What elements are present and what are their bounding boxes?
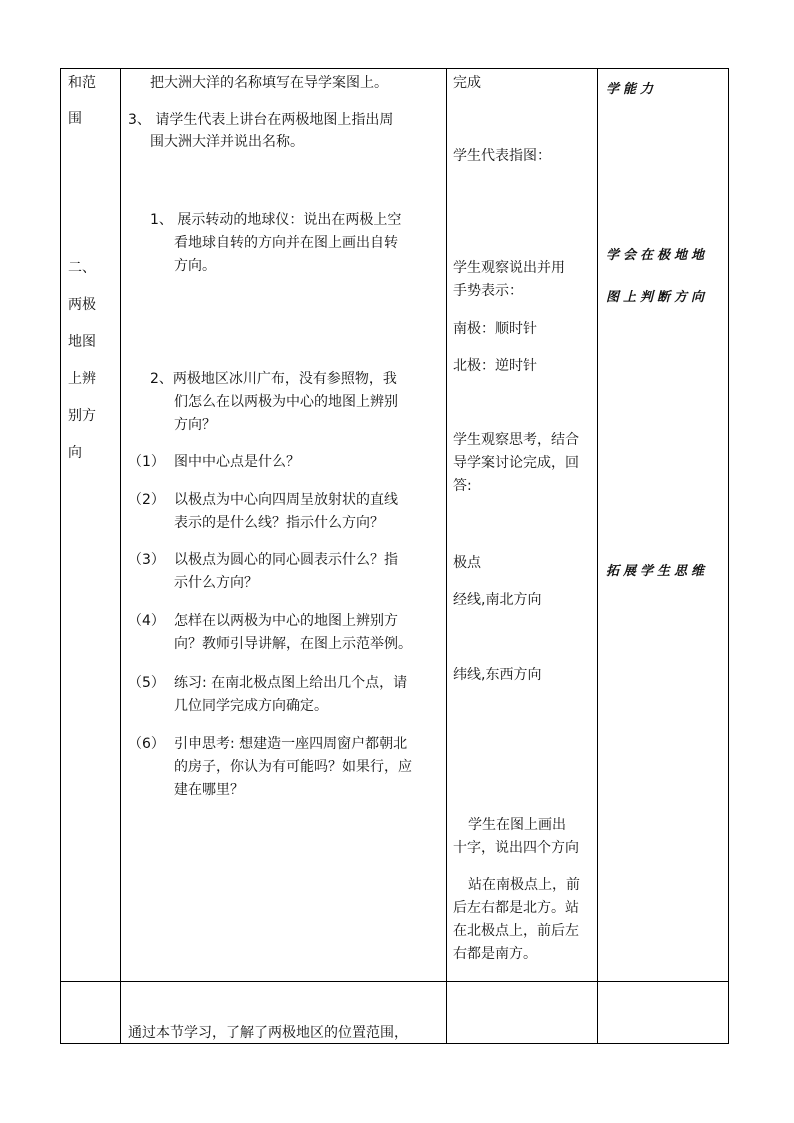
student-activity-text: 后左右都是北方。站	[453, 900, 579, 916]
activity-text: 把大洲大洋的名称填写在导学案图上。	[150, 75, 388, 91]
student-activity-text: 在北极点上，前后左	[453, 923, 579, 939]
table-border-left	[60, 68, 61, 1044]
section-heading-line: 二、	[68, 260, 96, 276]
student-activity-text: 南极：顺时针	[453, 321, 537, 337]
design-intent-text: 拓展学生思维	[606, 564, 709, 579]
question-text: 练习: 在南北极点图上给出几个点，请	[174, 675, 408, 691]
student-activity-text: 答:	[453, 478, 472, 494]
question-text: 建在哪里？	[174, 782, 244, 798]
question-text: 图中中心点是什么？	[174, 454, 300, 470]
student-activity-text: 学生观察说出并用	[453, 260, 565, 276]
activity-text: 看地球自转的方向并在图上画出自转	[174, 235, 398, 251]
section-heading-fragment: 围	[68, 111, 82, 127]
question-number: （3）	[128, 552, 165, 568]
activity-text: 3、 请学生代表上讲台在两极地图上指出周	[128, 112, 394, 128]
table-col-divider-2	[446, 68, 447, 1044]
activity-text: 2、两极地区冰川广布，没有参照物，我	[150, 371, 397, 387]
design-intent-text: 学能力	[606, 82, 658, 97]
question-number: （2）	[128, 492, 165, 508]
student-activity-text: 学生观察思考，结合	[453, 432, 579, 448]
question-text: 的房子，你认为有可能吗？如果行，应	[174, 759, 412, 775]
student-activity-text: 学生代表指图：	[453, 148, 551, 164]
activity-text: 围大洲大洋并说出名称。	[150, 134, 304, 150]
question-text: 怎样在以两极为中心的地图上辨别方	[174, 613, 398, 629]
student-activity-text: 站在南极点上，前	[468, 877, 580, 893]
summary-text: 通过本节学习，了解了两极地区的位置范围，	[128, 1025, 408, 1041]
activity-text: 方向。	[174, 258, 216, 274]
table-border-top	[60, 68, 729, 69]
student-activity-text: 北极：逆时针	[453, 358, 537, 374]
activity-text: 们怎么在以两极为中心的地图上辨别	[174, 394, 398, 410]
question-number: （4）	[128, 613, 165, 629]
student-activity-text: 完成	[453, 75, 481, 91]
section-heading-fragment: 和范	[68, 75, 96, 91]
student-activity-text: 右都是南方。	[453, 946, 537, 962]
section-heading-line: 上辨	[68, 371, 96, 387]
question-text: 引申思考: 想建造一座四周窗户都朝北	[174, 736, 408, 752]
section-heading-line: 地图	[68, 334, 96, 350]
student-activity-text: 经线,南北方向	[453, 592, 542, 608]
design-intent-text: 图上判断方向	[606, 290, 709, 305]
table-col-divider-3	[597, 68, 598, 1044]
activity-text: 方向？	[174, 417, 216, 433]
student-activity-text: 纬线,东西方向	[453, 667, 542, 683]
design-intent-text: 学会在极地地	[606, 248, 709, 263]
table-row-divider	[60, 981, 729, 982]
question-text: 几位同学完成方向确定。	[174, 698, 328, 714]
question-number: （5）	[128, 675, 165, 691]
table-border-right	[728, 68, 729, 1044]
question-text: 表示的是什么线？指示什么方向？	[174, 515, 384, 531]
section-heading-line: 别方	[68, 408, 96, 424]
question-number: （6）	[128, 736, 165, 752]
student-activity-text: 手势表示：	[453, 283, 523, 299]
student-activity-text: 极点	[453, 555, 481, 571]
question-number: （1）	[128, 454, 165, 470]
section-heading-line: 两极	[68, 297, 96, 313]
question-text: 以极点为中心向四周呈放射状的直线	[174, 492, 398, 508]
student-activity-text: 学生在图上画出	[468, 817, 566, 833]
question-text: 以极点为圆心的同心圆表示什么？指	[174, 552, 398, 568]
table-col-divider-1	[120, 68, 121, 1044]
student-activity-text: 导学案讨论完成，回	[453, 455, 579, 471]
question-text: 向？教师引导讲解，在图上示范举例。	[174, 636, 412, 652]
student-activity-text: 十字，说出四个方向	[453, 840, 579, 856]
activity-text: 1、 展示转动的地球仪：说出在两极上空	[150, 212, 402, 228]
section-heading-line: 向	[68, 445, 82, 461]
question-text: 示什么方向？	[174, 575, 258, 591]
